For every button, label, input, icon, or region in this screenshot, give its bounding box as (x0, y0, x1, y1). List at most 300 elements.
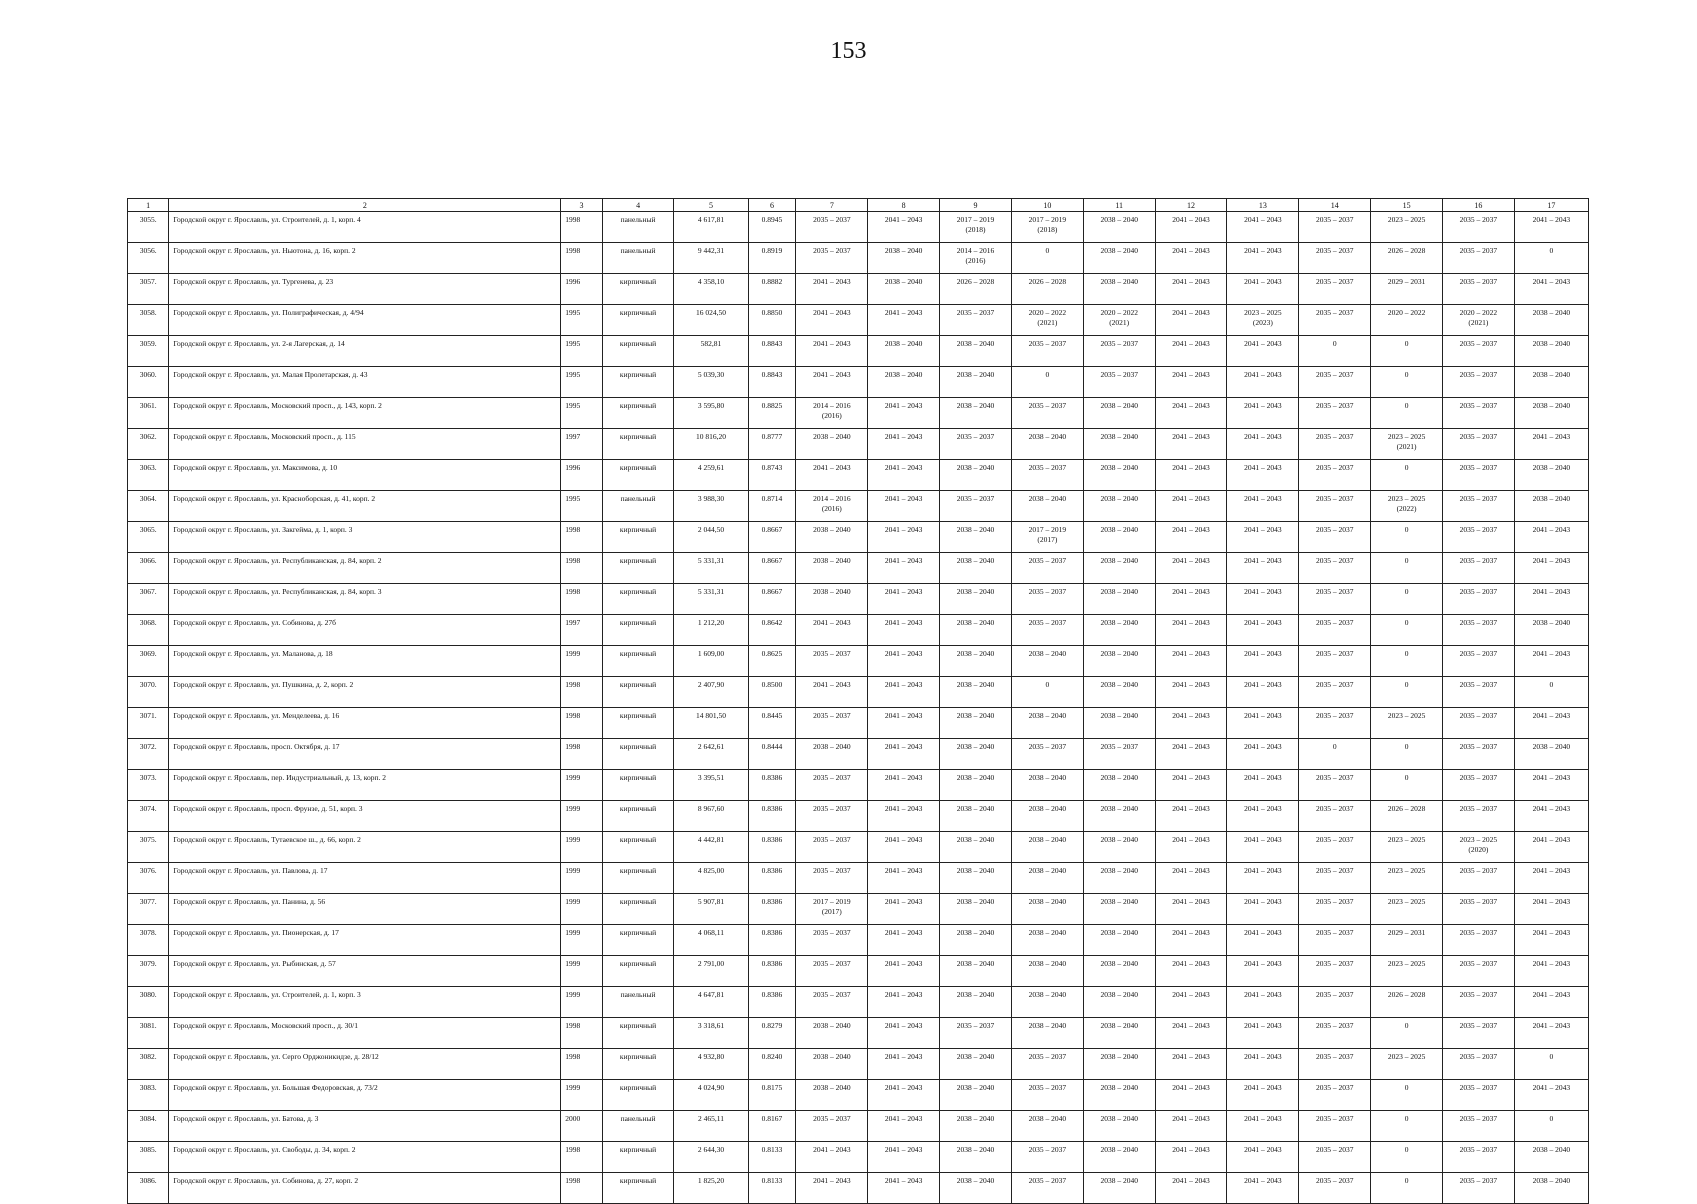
table-cell-col-2: Городской округ г. Ярославль, ул. Ньютона, д. 16, корп. 2 (169, 243, 561, 274)
table-cell-col-2: Городской округ г. Ярославль, Тутаевское ш., д. 66, корп. 2 (169, 832, 561, 863)
table-cell-col-7: 2014 – 2016 (2016) (796, 398, 868, 429)
table-cell-col-7: 2041 – 2043 (796, 615, 868, 646)
table-cell-col-1: 3066. (128, 553, 169, 584)
table-cell-col-12: 2041 – 2043 (1155, 460, 1227, 491)
table-cell-col-9: 2038 – 2040 (940, 646, 1012, 677)
column-header-3: 3 (561, 199, 602, 212)
table-cell-col-13: 2041 – 2043 (1227, 584, 1299, 615)
table-cell-col-11: 2038 – 2040 (1083, 1049, 1155, 1080)
table-cell-col-2: Городской округ г. Ярославль, ул. Максимова, д. 10 (169, 460, 561, 491)
table-cell-col-2: Городской округ г. Ярославль, ул. Панина, д. 56 (169, 894, 561, 925)
table-cell-col-2: Городской округ г. Ярославль, ул. Республиканская, д. 84, корп. 3 (169, 584, 561, 615)
table-cell-col-10: 2035 – 2037 (1011, 1080, 1083, 1111)
table-cell-col-1: 3069. (128, 646, 169, 677)
table-cell-col-3: 1999 (561, 770, 602, 801)
table-cell-col-3: 1998 (561, 1049, 602, 1080)
table-cell-col-9: 2038 – 2040 (940, 1173, 1012, 1204)
table-cell-col-14: 2035 – 2037 (1299, 1049, 1371, 1080)
table-row (128, 925, 1589, 956)
table-cell-col-17: 2041 – 2043 (1514, 925, 1588, 956)
table-cell-col-16: 2035 – 2037 (1442, 1142, 1514, 1173)
table-cell-col-8: 2041 – 2043 (868, 708, 940, 739)
table-cell-col-5: 2 791,00 (674, 956, 748, 987)
table-cell-col-9: 2038 – 2040 (940, 987, 1012, 1018)
table-cell-col-13: 2041 – 2043 (1227, 925, 1299, 956)
table-cell-col-11: 2038 – 2040 (1083, 1111, 1155, 1142)
table-row (128, 274, 1589, 305)
table-cell-col-15: 2023 – 2025 (1371, 863, 1443, 894)
table-cell-col-3: 1998 (561, 243, 602, 274)
table-cell-col-9: 2014 – 2016 (2016) (940, 243, 1012, 274)
table-cell-col-4: кирпичный (602, 1142, 674, 1173)
table-row (128, 1173, 1589, 1204)
table-cell-col-12: 2041 – 2043 (1155, 336, 1227, 367)
table-cell-col-12: 2041 – 2043 (1155, 429, 1227, 460)
table-row (128, 1142, 1589, 1173)
table-cell-col-9: 2038 – 2040 (940, 367, 1012, 398)
capital-repair-table-container (127, 198, 1589, 1204)
table-cell-col-5: 3 395,51 (674, 770, 748, 801)
table-cell-col-3: 1998 (561, 677, 602, 708)
table-cell-col-17: 2041 – 2043 (1514, 646, 1588, 677)
table-cell-col-15: 0 (1371, 336, 1443, 367)
table-cell-col-8: 2041 – 2043 (868, 584, 940, 615)
table-cell-col-10: 2017 – 2019 (2017) (1011, 522, 1083, 553)
table-cell-col-2: Городской округ г. Ярославль, просп. Фрунзе, д. 51, корп. 3 (169, 801, 561, 832)
table-cell-col-1: 3076. (128, 863, 169, 894)
table-cell-col-15: 2029 – 2031 (1371, 925, 1443, 956)
table-row (128, 305, 1589, 336)
table-cell-col-11: 2035 – 2037 (1083, 336, 1155, 367)
table-cell-col-6: 0.8714 (748, 491, 796, 522)
table-cell-col-6: 0.8279 (748, 1018, 796, 1049)
table-cell-col-1: 3085. (128, 1142, 169, 1173)
table-cell-col-5: 4 259,61 (674, 460, 748, 491)
table-cell-col-12: 2041 – 2043 (1155, 398, 1227, 429)
table-cell-col-7: 2038 – 2040 (796, 1049, 868, 1080)
table-cell-col-14: 0 (1299, 739, 1371, 770)
table-cell-col-8: 2041 – 2043 (868, 739, 940, 770)
table-row (128, 863, 1589, 894)
table-row (128, 770, 1589, 801)
column-header-16: 16 (1442, 199, 1514, 212)
table-cell-col-9: 2035 – 2037 (940, 491, 1012, 522)
table-row (128, 646, 1589, 677)
table-cell-col-6: 0.8945 (748, 212, 796, 243)
table-cell-col-5: 2 407,90 (674, 677, 748, 708)
table-cell-col-10: 2035 – 2037 (1011, 460, 1083, 491)
table-cell-col-13: 2041 – 2043 (1227, 832, 1299, 863)
table-cell-col-6: 0.8240 (748, 1049, 796, 1080)
table-cell-col-5: 582,81 (674, 336, 748, 367)
table-cell-col-11: 2038 – 2040 (1083, 398, 1155, 429)
table-cell-col-5: 4 617,81 (674, 212, 748, 243)
table-cell-col-14: 2035 – 2037 (1299, 274, 1371, 305)
table-cell-col-2: Городской округ г. Ярославль, ул. Строителей, д. 1, корп. 3 (169, 987, 561, 1018)
table-cell-col-2: Городской округ г. Ярославль, ул. Маланова, д. 18 (169, 646, 561, 677)
table-cell-col-8: 2041 – 2043 (868, 212, 940, 243)
table-cell-col-13: 2041 – 2043 (1227, 863, 1299, 894)
table-cell-col-12: 2041 – 2043 (1155, 1142, 1227, 1173)
table-cell-col-16: 2035 – 2037 (1442, 553, 1514, 584)
table-cell-col-16: 2035 – 2037 (1442, 956, 1514, 987)
table-cell-col-12: 2041 – 2043 (1155, 987, 1227, 1018)
table-cell-col-9: 2038 – 2040 (940, 1142, 1012, 1173)
table-cell-col-10: 0 (1011, 677, 1083, 708)
table-cell-col-2: Городской округ г. Ярославль, ул. Красноборская, д. 41, корп. 2 (169, 491, 561, 522)
table-cell-col-10: 2038 – 2040 (1011, 832, 1083, 863)
table-cell-col-7: 2041 – 2043 (796, 1142, 868, 1173)
table-cell-col-3: 1997 (561, 429, 602, 460)
table-cell-col-14: 2035 – 2037 (1299, 1142, 1371, 1173)
table-cell-col-4: кирпичный (602, 770, 674, 801)
table-cell-col-13: 2041 – 2043 (1227, 987, 1299, 1018)
table-cell-col-1: 3086. (128, 1173, 169, 1204)
table-cell-col-2: Городской округ г. Ярославль, ул. Собинова, д. 27, корп. 2 (169, 1173, 561, 1204)
table-cell-col-10: 2038 – 2040 (1011, 1018, 1083, 1049)
column-header-5: 5 (674, 199, 748, 212)
table-cell-col-11: 2038 – 2040 (1083, 1142, 1155, 1173)
table-cell-col-9: 2038 – 2040 (940, 553, 1012, 584)
table-cell-col-6: 0.8743 (748, 460, 796, 491)
table-cell-col-13: 2041 – 2043 (1227, 243, 1299, 274)
table-cell-col-1: 3062. (128, 429, 169, 460)
table-cell-col-13: 2041 – 2043 (1227, 1173, 1299, 1204)
table-cell-col-7: 2041 – 2043 (796, 336, 868, 367)
table-cell-col-6: 0.8642 (748, 615, 796, 646)
table-cell-col-13: 2041 – 2043 (1227, 708, 1299, 739)
table-cell-col-7: 2038 – 2040 (796, 1018, 868, 1049)
table-cell-col-7: 2035 – 2037 (796, 832, 868, 863)
table-cell-col-14: 2035 – 2037 (1299, 708, 1371, 739)
table-cell-col-8: 2038 – 2040 (868, 243, 940, 274)
table-cell-col-11: 2038 – 2040 (1083, 460, 1155, 491)
table-cell-col-15: 0 (1371, 460, 1443, 491)
table-cell-col-12: 2041 – 2043 (1155, 522, 1227, 553)
table-cell-col-10: 2038 – 2040 (1011, 708, 1083, 739)
table-cell-col-14: 2035 – 2037 (1299, 1018, 1371, 1049)
table-cell-col-7: 2035 – 2037 (796, 708, 868, 739)
table-cell-col-11: 2038 – 2040 (1083, 584, 1155, 615)
table-cell-col-13: 2041 – 2043 (1227, 677, 1299, 708)
table-cell-col-1: 3058. (128, 305, 169, 336)
table-cell-col-5: 8 967,60 (674, 801, 748, 832)
table-cell-col-14: 2035 – 2037 (1299, 615, 1371, 646)
table-cell-col-8: 2041 – 2043 (868, 522, 940, 553)
table-cell-col-13: 2041 – 2043 (1227, 956, 1299, 987)
page-number: 153 (830, 38, 867, 64)
table-cell-col-17: 2041 – 2043 (1514, 584, 1588, 615)
table-cell-col-16: 2035 – 2037 (1442, 429, 1514, 460)
table-cell-col-15: 2029 – 2031 (1371, 274, 1443, 305)
table-cell-col-16: 2035 – 2037 (1442, 243, 1514, 274)
table-cell-col-17: 2041 – 2043 (1514, 801, 1588, 832)
table-row (128, 832, 1589, 863)
table-cell-col-14: 2035 – 2037 (1299, 677, 1371, 708)
column-header-10: 10 (1011, 199, 1083, 212)
table-cell-col-10: 2038 – 2040 (1011, 801, 1083, 832)
table-cell-col-3: 1999 (561, 863, 602, 894)
table-cell-col-4: кирпичный (602, 832, 674, 863)
table-cell-col-15: 0 (1371, 1111, 1443, 1142)
table-cell-col-15: 0 (1371, 1018, 1443, 1049)
table-cell-col-5: 1 609,00 (674, 646, 748, 677)
table-cell-col-16: 2035 – 2037 (1442, 1018, 1514, 1049)
table-cell-col-16: 2035 – 2037 (1442, 646, 1514, 677)
table-cell-col-13: 2041 – 2043 (1227, 615, 1299, 646)
table-cell-col-3: 1999 (561, 894, 602, 925)
table-cell-col-11: 2038 – 2040 (1083, 677, 1155, 708)
table-cell-col-16: 2035 – 2037 (1442, 739, 1514, 770)
table-cell-col-4: кирпичный (602, 708, 674, 739)
table-cell-col-3: 1999 (561, 1080, 602, 1111)
table-cell-col-12: 2041 – 2043 (1155, 1018, 1227, 1049)
table-cell-col-14: 2035 – 2037 (1299, 832, 1371, 863)
table-cell-col-11: 2038 – 2040 (1083, 1018, 1155, 1049)
table-cell-col-2: Городской округ г. Ярославль, ул. Полиграфическая, д. 4/94 (169, 305, 561, 336)
table-cell-col-9: 2038 – 2040 (940, 863, 1012, 894)
table-cell-col-8: 2041 – 2043 (868, 1049, 940, 1080)
table-cell-col-17: 2038 – 2040 (1514, 305, 1588, 336)
table-cell-col-8: 2041 – 2043 (868, 956, 940, 987)
table-row (128, 491, 1589, 522)
table-cell-col-8: 2041 – 2043 (868, 1080, 940, 1111)
table-cell-col-3: 1995 (561, 305, 602, 336)
table-cell-col-2: Городской округ г. Ярославль, ул. Большая Федоровская, д. 73/2 (169, 1080, 561, 1111)
table-cell-col-16: 2035 – 2037 (1442, 367, 1514, 398)
table-cell-col-15: 2023 – 2025 (1371, 894, 1443, 925)
table-cell-col-1: 3064. (128, 491, 169, 522)
table-cell-col-5: 5 907,81 (674, 894, 748, 925)
table-cell-col-13: 2041 – 2043 (1227, 429, 1299, 460)
table-cell-col-14: 2035 – 2037 (1299, 1173, 1371, 1204)
table-cell-col-14: 2035 – 2037 (1299, 522, 1371, 553)
column-header-7: 7 (796, 199, 868, 212)
table-cell-col-4: кирпичный (602, 646, 674, 677)
table-cell-col-6: 0.8843 (748, 336, 796, 367)
table-cell-col-6: 0.8667 (748, 553, 796, 584)
table-cell-col-2: Городской округ г. Ярославль, ул. Серго Орджоникидзе, д. 28/12 (169, 1049, 561, 1080)
table-cell-col-6: 0.8133 (748, 1142, 796, 1173)
table-cell-col-10: 2035 – 2037 (1011, 336, 1083, 367)
table-cell-col-10: 2038 – 2040 (1011, 894, 1083, 925)
table-cell-col-17: 2041 – 2043 (1514, 832, 1588, 863)
table-cell-col-3: 1999 (561, 956, 602, 987)
table-cell-col-10: 2035 – 2037 (1011, 398, 1083, 429)
table-cell-col-3: 1998 (561, 708, 602, 739)
table-cell-col-6: 0.8386 (748, 925, 796, 956)
table-cell-col-7: 2038 – 2040 (796, 553, 868, 584)
table-cell-col-14: 2035 – 2037 (1299, 305, 1371, 336)
table-cell-col-13: 2041 – 2043 (1227, 1049, 1299, 1080)
table-cell-col-9: 2038 – 2040 (940, 708, 1012, 739)
table-cell-col-15: 2023 – 2025 (1371, 956, 1443, 987)
table-cell-col-16: 2035 – 2037 (1442, 801, 1514, 832)
table-cell-col-8: 2041 – 2043 (868, 801, 940, 832)
table-cell-col-7: 2038 – 2040 (796, 522, 868, 553)
table-cell-col-12: 2041 – 2043 (1155, 274, 1227, 305)
table-cell-col-4: кирпичный (602, 801, 674, 832)
table-cell-col-14: 2035 – 2037 (1299, 398, 1371, 429)
table-cell-col-6: 0.8386 (748, 987, 796, 1018)
table-cell-col-12: 2041 – 2043 (1155, 1111, 1227, 1142)
table-cell-col-15: 0 (1371, 398, 1443, 429)
table-cell-col-16: 2035 – 2037 (1442, 708, 1514, 739)
table-cell-col-1: 3065. (128, 522, 169, 553)
table-cell-col-12: 2041 – 2043 (1155, 584, 1227, 615)
table-row (128, 956, 1589, 987)
table-cell-col-12: 2041 – 2043 (1155, 770, 1227, 801)
table-cell-col-7: 2017 – 2019 (2017) (796, 894, 868, 925)
table-cell-col-7: 2035 – 2037 (796, 987, 868, 1018)
table-cell-col-9: 2038 – 2040 (940, 398, 1012, 429)
table-cell-col-12: 2041 – 2043 (1155, 646, 1227, 677)
table-cell-col-15: 0 (1371, 739, 1443, 770)
table-cell-col-14: 0 (1299, 336, 1371, 367)
table-cell-col-10: 2038 – 2040 (1011, 863, 1083, 894)
table-cell-col-2: Городской округ г. Ярославль, ул. Пушкина, д. 2, корп. 2 (169, 677, 561, 708)
table-cell-col-8: 2041 – 2043 (868, 553, 940, 584)
table-cell-col-4: кирпичный (602, 1018, 674, 1049)
table-cell-col-17: 2041 – 2043 (1514, 212, 1588, 243)
table-cell-col-17: 2038 – 2040 (1514, 1173, 1588, 1204)
table-cell-col-13: 2023 – 2025 (2023) (1227, 305, 1299, 336)
table-cell-col-5: 5 039,30 (674, 367, 748, 398)
table-cell-col-10: 2038 – 2040 (1011, 646, 1083, 677)
table-cell-col-13: 2041 – 2043 (1227, 1142, 1299, 1173)
table-cell-col-4: панельный (602, 243, 674, 274)
table-cell-col-17: 0 (1514, 1111, 1588, 1142)
table-cell-col-9: 2038 – 2040 (940, 832, 1012, 863)
table-cell-col-17: 2041 – 2043 (1514, 429, 1588, 460)
table-cell-col-3: 1998 (561, 212, 602, 243)
table-cell-col-1: 3080. (128, 987, 169, 1018)
table-cell-col-17: 2038 – 2040 (1514, 367, 1588, 398)
table-cell-col-1: 3075. (128, 832, 169, 863)
table-cell-col-12: 2041 – 2043 (1155, 739, 1227, 770)
table-cell-col-7: 2035 – 2037 (796, 770, 868, 801)
table-cell-col-2: Городской округ г. Ярославль, ул. Батова, д. 3 (169, 1111, 561, 1142)
table-cell-col-9: 2038 – 2040 (940, 770, 1012, 801)
table-cell-col-12: 2041 – 2043 (1155, 491, 1227, 522)
table-cell-col-7: 2035 – 2037 (796, 212, 868, 243)
table-cell-col-4: кирпичный (602, 274, 674, 305)
table-cell-col-11: 2038 – 2040 (1083, 987, 1155, 1018)
table-cell-col-11: 2038 – 2040 (1083, 925, 1155, 956)
table-cell-col-15: 0 (1371, 553, 1443, 584)
table-cell-col-13: 2041 – 2043 (1227, 770, 1299, 801)
table-cell-col-16: 2035 – 2037 (1442, 925, 1514, 956)
table-cell-col-17: 2041 – 2043 (1514, 274, 1588, 305)
table-cell-col-14: 2035 – 2037 (1299, 491, 1371, 522)
table-cell-col-15: 2023 – 2025 (1371, 1049, 1443, 1080)
table-cell-col-4: кирпичный (602, 429, 674, 460)
table-cell-col-13: 2041 – 2043 (1227, 491, 1299, 522)
table-cell-col-5: 4 442,81 (674, 832, 748, 863)
table-cell-col-5: 4 024,90 (674, 1080, 748, 1111)
table-cell-col-10: 2038 – 2040 (1011, 956, 1083, 987)
table-cell-col-1: 3077. (128, 894, 169, 925)
table-cell-col-12: 2041 – 2043 (1155, 1049, 1227, 1080)
table-cell-col-8: 2038 – 2040 (868, 336, 940, 367)
table-cell-col-2: Городской округ г. Ярославль, ул. Закгейма, д. 1, корп. 3 (169, 522, 561, 553)
table-cell-col-4: панельный (602, 1111, 674, 1142)
table-cell-col-1: 3067. (128, 584, 169, 615)
table-cell-col-17: 2038 – 2040 (1514, 739, 1588, 770)
column-header-8: 8 (868, 199, 940, 212)
table-cell-col-3: 1996 (561, 460, 602, 491)
table-cell-col-12: 2041 – 2043 (1155, 243, 1227, 274)
column-header-12: 12 (1155, 199, 1227, 212)
table-cell-col-3: 1995 (561, 398, 602, 429)
table-cell-col-6: 0.8386 (748, 956, 796, 987)
table-cell-col-4: кирпичный (602, 863, 674, 894)
table-cell-col-3: 1998 (561, 584, 602, 615)
table-cell-col-9: 2038 – 2040 (940, 584, 1012, 615)
column-header-11: 11 (1083, 199, 1155, 212)
table-cell-col-4: кирпичный (602, 553, 674, 584)
table-cell-col-15: 2026 – 2028 (1371, 243, 1443, 274)
table-cell-col-16: 2035 – 2037 (1442, 1080, 1514, 1111)
table-cell-col-14: 2035 – 2037 (1299, 646, 1371, 677)
column-header-1: 1 (128, 199, 169, 212)
table-cell-col-6: 0.8133 (748, 1173, 796, 1204)
table-cell-col-12: 2041 – 2043 (1155, 1173, 1227, 1204)
table-cell-col-8: 2041 – 2043 (868, 398, 940, 429)
table-cell-col-4: панельный (602, 212, 674, 243)
table-cell-col-2: Городской округ г. Ярославль, ул. Павлова, д. 17 (169, 863, 561, 894)
table-cell-col-12: 2041 – 2043 (1155, 615, 1227, 646)
table-cell-col-14: 2035 – 2037 (1299, 367, 1371, 398)
table-cell-col-2: Городской округ г. Ярославль, ул. Республиканская, д. 84, корп. 2 (169, 553, 561, 584)
table-cell-col-17: 2041 – 2043 (1514, 1018, 1588, 1049)
table-cell-col-13: 2041 – 2043 (1227, 398, 1299, 429)
table-cell-col-13: 2041 – 2043 (1227, 801, 1299, 832)
table-cell-col-4: кирпичный (602, 1049, 674, 1080)
table-cell-col-6: 0.8667 (748, 522, 796, 553)
table-cell-col-5: 16 024,50 (674, 305, 748, 336)
table-cell-col-2: Городской округ г. Ярославль, ул. Менделеева, д. 16 (169, 708, 561, 739)
table-cell-col-7: 2035 – 2037 (796, 801, 868, 832)
table-cell-col-2: Городской округ г. Ярославль, ул. Тургенева, д. 23 (169, 274, 561, 305)
table-cell-col-7: 2035 – 2037 (796, 863, 868, 894)
table-cell-col-7: 2035 – 2037 (796, 1111, 868, 1142)
table-cell-col-17: 2041 – 2043 (1514, 956, 1588, 987)
table-cell-col-7: 2041 – 2043 (796, 1173, 868, 1204)
table-cell-col-13: 2041 – 2043 (1227, 894, 1299, 925)
table-cell-col-14: 2035 – 2037 (1299, 1111, 1371, 1142)
table-cell-col-10: 2035 – 2037 (1011, 739, 1083, 770)
table-cell-col-14: 2035 – 2037 (1299, 894, 1371, 925)
table-cell-col-1: 3059. (128, 336, 169, 367)
table-row (128, 677, 1589, 708)
table-cell-col-6: 0.8386 (748, 894, 796, 925)
table-cell-col-7: 2035 – 2037 (796, 646, 868, 677)
table-cell-col-15: 2023 – 2025 (1371, 212, 1443, 243)
table-cell-col-3: 1999 (561, 987, 602, 1018)
table-cell-col-13: 2041 – 2043 (1227, 739, 1299, 770)
table-cell-col-11: 2038 – 2040 (1083, 801, 1155, 832)
table-cell-col-11: 2038 – 2040 (1083, 243, 1155, 274)
table-cell-col-6: 0.8625 (748, 646, 796, 677)
table-cell-col-8: 2041 – 2043 (868, 987, 940, 1018)
table-cell-col-3: 1995 (561, 367, 602, 398)
table-cell-col-5: 5 331,31 (674, 584, 748, 615)
table-cell-col-16: 2035 – 2037 (1442, 1111, 1514, 1142)
table-row (128, 739, 1589, 770)
table-row (128, 429, 1589, 460)
table-cell-col-9: 2038 – 2040 (940, 677, 1012, 708)
